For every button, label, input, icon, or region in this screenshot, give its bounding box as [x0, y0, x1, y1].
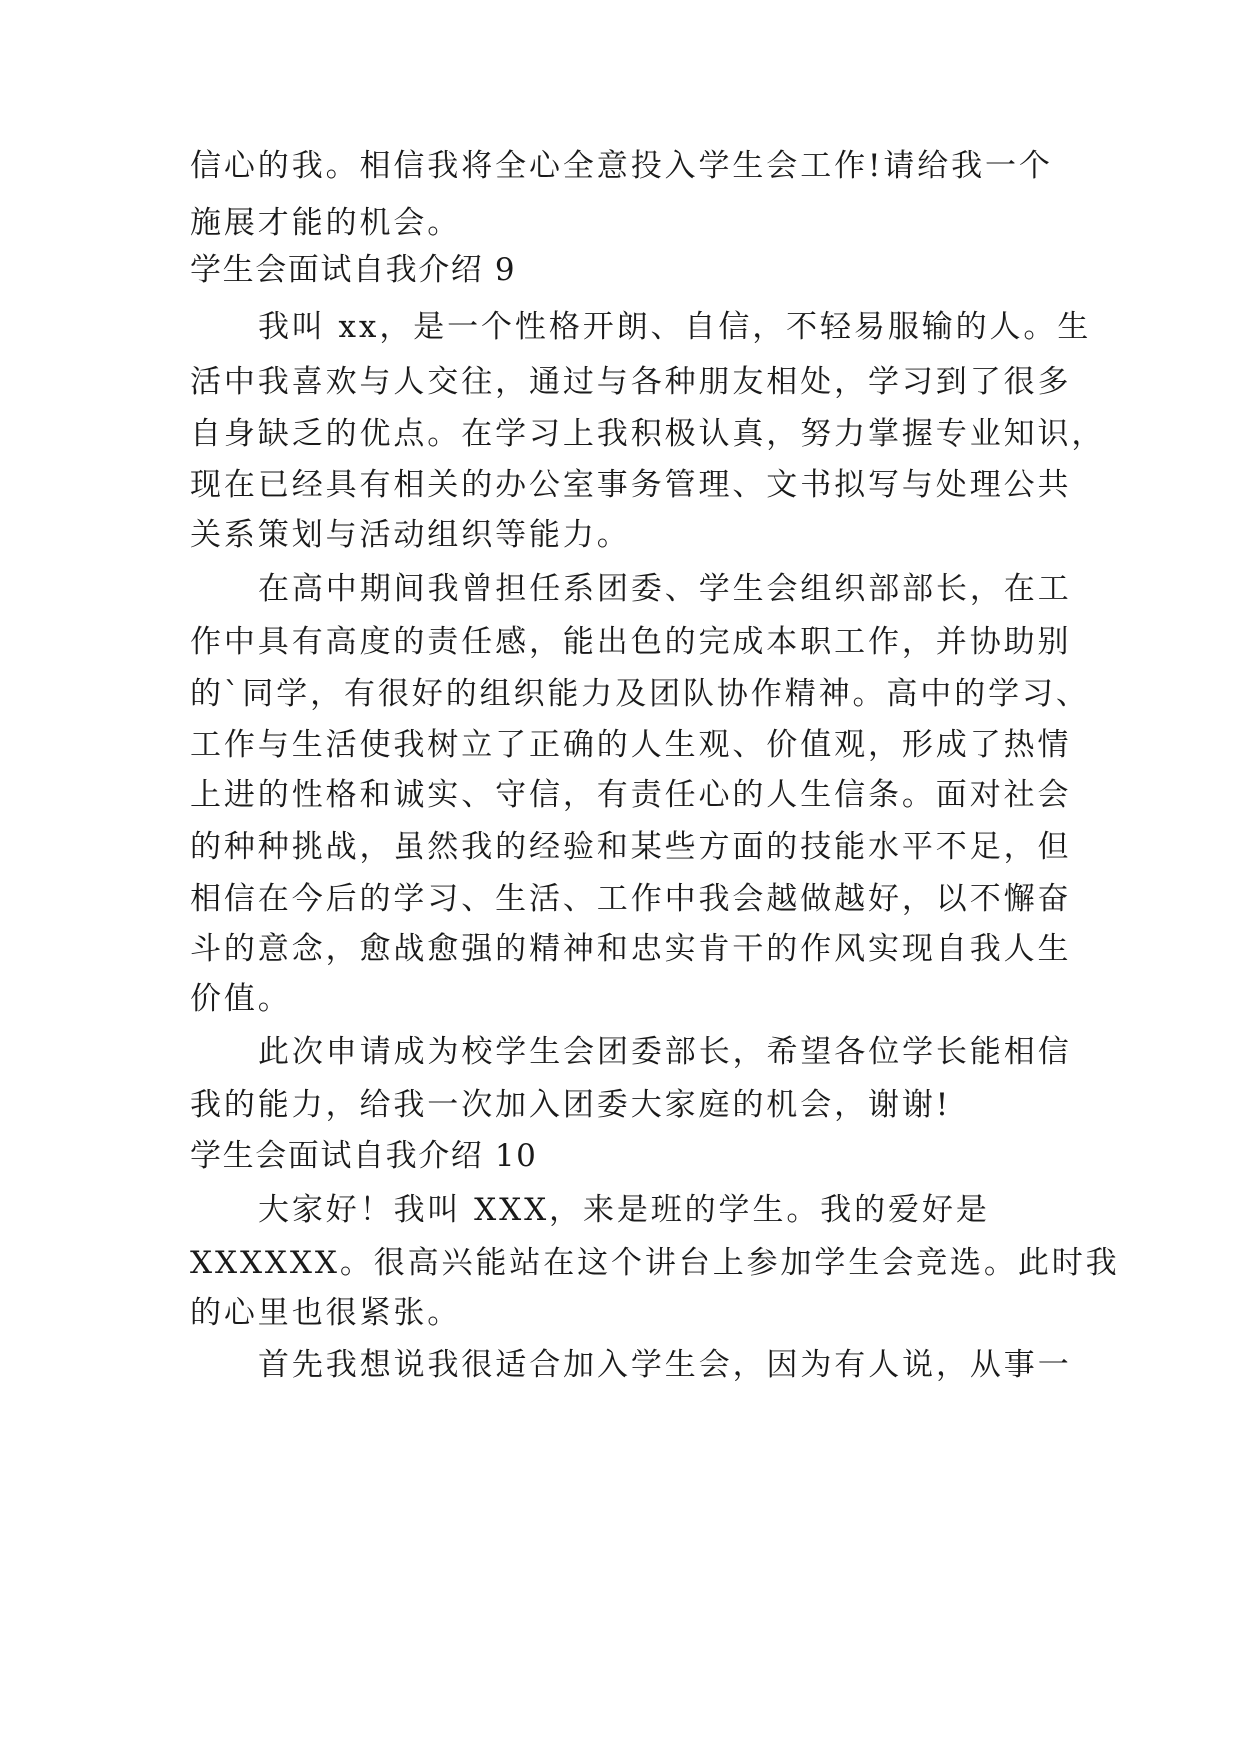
- paragraph-line: 自身缺乏的优点。在学习上我积极认真，努力掌握专业知识，: [190, 416, 1106, 452]
- paragraph-line: 价值。: [190, 981, 292, 1017]
- section-heading: 学生会面试自我介绍 9: [190, 252, 517, 288]
- paragraph-line: 的`同学，有很好的组织能力及团队协作精神。高中的学习、: [190, 676, 1090, 712]
- paragraph-line: 我叫 xx，是一个性格开朗、自信，不轻易服输的人。生: [258, 309, 1092, 345]
- paragraph-line: 施展才能的机会。: [190, 205, 462, 241]
- paragraph-line: 信心的我。相信我将全心全意投入学生会工作!请给我一个: [190, 148, 1053, 184]
- paragraph-line: 的心里也很紧张。: [190, 1295, 462, 1331]
- paragraph-line: 活中我喜欢与人交往，通过与各种朋友相处，学习到了很多: [190, 364, 1072, 400]
- paragraph-line: 大家好！我叫 XXX，来是班的学生。我的爱好是: [258, 1192, 990, 1228]
- paragraph-line: 现在已经具有相关的办公室事务管理、文书拟写与处理公共: [190, 467, 1072, 503]
- paragraph-line: 相信在今后的学习、生活、工作中我会越做越好，以不懈奋: [190, 881, 1072, 917]
- paragraph-line: 的种种挑战，虽然我的经验和某些方面的技能水平不足，但: [190, 829, 1072, 865]
- paragraph-line: 此次申请成为校学生会团委部长，希望各位学长能相信: [258, 1034, 1072, 1070]
- paragraph-line: 首先我想说我很适合加入学生会，因为有人说，从事一: [258, 1347, 1072, 1383]
- paragraph-line: 我的能力，给我一次加入团委大家庭的机会，谢谢!: [190, 1087, 952, 1123]
- section-heading: 学生会面试自我介绍 10: [190, 1138, 538, 1174]
- paragraph-line: 关系策划与活动组织等能力。: [190, 517, 631, 553]
- paragraph-line: 上进的性格和诚实、守信，有责任心的人生信条。面对社会: [190, 777, 1072, 813]
- paragraph-line: 斗的意念，愈战愈强的精神和忠实肯干的作风实现自我人生: [190, 931, 1072, 967]
- paragraph-line: 在高中期间我曾担任系团委、学生会组织部部长，在工: [258, 571, 1072, 607]
- paragraph-line: 作中具有高度的责任感，能出色的完成本职工作，并协助别: [190, 624, 1072, 660]
- paragraph-line: XXXXXX。很高兴能站在这个讲台上参加学生会竞选。此时我: [190, 1245, 1120, 1281]
- paragraph-line: 工作与生活使我树立了正确的人生观、价值观，形成了热情: [190, 727, 1072, 763]
